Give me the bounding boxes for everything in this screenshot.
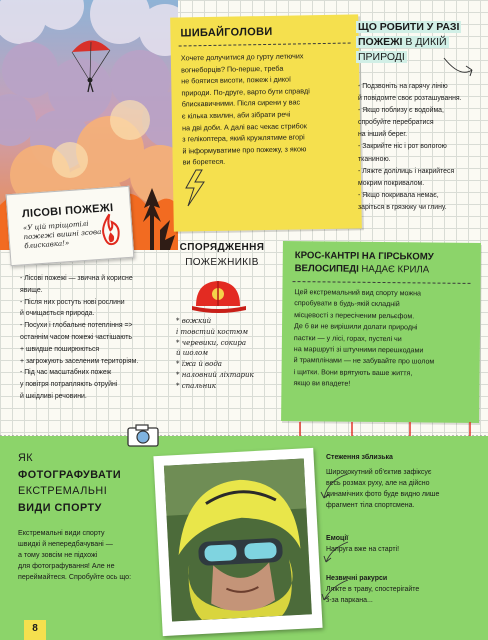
bike-box xyxy=(281,241,481,423)
text-line: а тому зовсім не підхожі xyxy=(18,551,98,559)
title-line: ЕКСТРЕМАЛЬНІ xyxy=(18,485,108,497)
what-to-do-list xyxy=(358,82,486,215)
biker-photo xyxy=(153,448,322,636)
text-line: на маршруті зі штучними перешкодами xyxy=(293,345,424,355)
title-rest: НАДАЄ КРИЛА xyxy=(358,263,430,276)
title-line: ЩО РОБИТИ У РАЗІ xyxy=(358,21,460,33)
forest-fires-quote: «У цій тріщотілі пожежі вишні зсова блискавка!» xyxy=(22,219,102,251)
list-item: мокрим покривалом. xyxy=(358,179,425,187)
title-line: ФОТОГРАФУВАТИ xyxy=(18,468,122,481)
list-item: - Подзвоніть на гарячу лінію xyxy=(358,83,448,90)
title-line: КРОС-КАНТРІ НА ГІРСЬКОМУ xyxy=(294,250,434,263)
list-item: * вожкий xyxy=(176,317,212,325)
list-item: - Закрийте ніс і рот вологою xyxy=(358,143,447,151)
title-rest: В ДИКІЙ xyxy=(402,36,447,48)
list-item: спробуйте перебратися xyxy=(358,119,434,127)
list-item: + швидше поширюються xyxy=(20,345,100,353)
tip-line: Ширококутний об'єктив зафіксує xyxy=(326,469,432,476)
list-item: + загрожують заселеним територіям. xyxy=(20,357,139,365)
text-line: Цей екстремальний вид спорту можна xyxy=(294,288,422,298)
lightning-doodle-icon xyxy=(180,168,210,208)
text-line: не боятися висоти, пожеж і дикої xyxy=(181,74,292,86)
title-line: ЯК xyxy=(18,452,34,464)
text-line: природи. По-друге, варто бути справді xyxy=(181,86,310,98)
arrow-doodle-icon xyxy=(440,54,476,80)
tip-line: весь розмах руху, але на дійсно xyxy=(326,480,430,487)
tip-heading: Стеження зблизька xyxy=(326,454,393,461)
list-item: * наловний ліхтарик xyxy=(176,370,254,379)
title-line: СПОРЯДЖЕННЯ xyxy=(179,242,265,253)
title-bold: ВЕЛОСИПЕДІ xyxy=(294,262,359,275)
equipment-title xyxy=(172,240,272,270)
list-item: у повітря потрапляють отруйні xyxy=(20,381,118,389)
page-number: 8 xyxy=(24,620,46,640)
title-line: ВИДИ СПОРТУ xyxy=(18,501,102,514)
text-line: блискавичними. Після сирени у вас xyxy=(181,97,301,109)
list-item: - Ляжте долілиць і накрийтеся xyxy=(358,167,455,175)
text-line: для фотографування! Але не xyxy=(18,562,115,570)
text-line: місцевості з пересіченим рельєфом. xyxy=(294,310,415,321)
text-line: переймайтеся. Спробуйте ось що: xyxy=(18,573,132,581)
list-item: * черевики, сокира xyxy=(176,338,247,347)
text-line: Де б ви не вирішили долати природні xyxy=(294,322,418,332)
photo-tips xyxy=(326,452,478,606)
photo-text xyxy=(18,528,158,583)
list-item: й шкідливі речовини. xyxy=(20,392,87,400)
forest-fires-list xyxy=(20,274,168,404)
tip-line: Ляжте в траву, спостерігайте xyxy=(326,586,420,593)
list-item: й повідомте своє розташування. xyxy=(358,95,462,103)
list-item: - Посухи і глобальне потепління => xyxy=(20,322,133,330)
camera-icon xyxy=(126,424,160,448)
tip-heading: Емоції xyxy=(326,535,349,542)
forest-fires-title: ЛІСОВІ ПОЖЕЖІ xyxy=(21,201,114,221)
forest-fires-sticker xyxy=(6,186,135,266)
biker-portrait-image xyxy=(164,458,312,621)
list-item: й шолом xyxy=(176,349,209,358)
list-item: останнім часом пожежі частішають xyxy=(20,333,132,341)
firefighter-helmet-icon xyxy=(190,276,248,316)
firefighters-text xyxy=(171,43,361,168)
list-item: * спальник xyxy=(176,381,216,390)
tip-line: динамічних фото буде видно лише xyxy=(326,491,440,498)
text-line: якщо ви впадете! xyxy=(293,379,351,388)
list-item: і товстий костюм xyxy=(176,327,249,336)
list-item: й очищається природа. xyxy=(20,310,95,318)
tip-heading: Незвичні ракурси xyxy=(326,575,388,582)
text-line: є кілька хвилин, аби зібрати речі xyxy=(181,109,291,121)
tip-line: з-за паркана... xyxy=(326,597,373,604)
list-item: * їжа й вода xyxy=(176,360,222,369)
text-line: швидкі й непередбачувані — xyxy=(18,540,113,548)
photo-title xyxy=(18,450,168,516)
equipment-list xyxy=(176,316,280,392)
text-line: пастки — у лісі, горах, пустелі чи xyxy=(293,333,402,343)
text-line: вогнеборців? По-перше, треба xyxy=(180,63,284,75)
list-item: тканиною. xyxy=(358,155,391,163)
title-line: ПРИРОДІ xyxy=(358,51,405,63)
list-item: - Після них ростуть нові рослини xyxy=(20,298,125,306)
bike-text xyxy=(281,282,480,392)
text-line: й інформуватиме про пожежу, з якою xyxy=(182,144,307,156)
list-item: заріться в грязюку чи глину. xyxy=(358,203,447,211)
text-line: з гелікоптера, який кружлятиме вгорі xyxy=(182,132,305,144)
text-line: ви боретеся. xyxy=(182,157,226,167)
list-item: - Під час масштабних пожеж xyxy=(20,369,112,377)
list-item: - Якщо покривала немає, xyxy=(358,191,439,199)
list-item: - Лісові пожежі — звична й корисне xyxy=(20,275,133,282)
fire-icon xyxy=(96,211,124,247)
tip-line: Напруга вже на старті! xyxy=(326,546,400,553)
text-line: і щитки. Вони врятують ваше життя, xyxy=(293,367,413,378)
title-line: ПОЖЕЖНИКІВ xyxy=(185,257,259,268)
title-bold: ПОЖЕЖІ xyxy=(358,36,403,48)
text-line: й трамплінами — не забувайте про шолом xyxy=(293,356,435,366)
text-line: на дві доби. А далі вас чекає стрибок xyxy=(181,120,307,133)
bike-title xyxy=(283,241,481,277)
list-item: - Якщо поблизу є водойма, xyxy=(358,107,444,115)
list-item: на інший берег. xyxy=(358,131,407,139)
text-line: спробувати в будь-якій складній xyxy=(294,299,400,309)
tip-line: фрагмент тіла спортсмена. xyxy=(326,502,415,509)
firefighters-title: ШИБАЙГОЛОВИ xyxy=(180,25,273,40)
text-line: Екстремальні види спорту xyxy=(18,529,105,537)
text-line: Хочете долучитися до гурту летючих xyxy=(180,51,304,63)
list-item: явище. xyxy=(20,286,43,294)
